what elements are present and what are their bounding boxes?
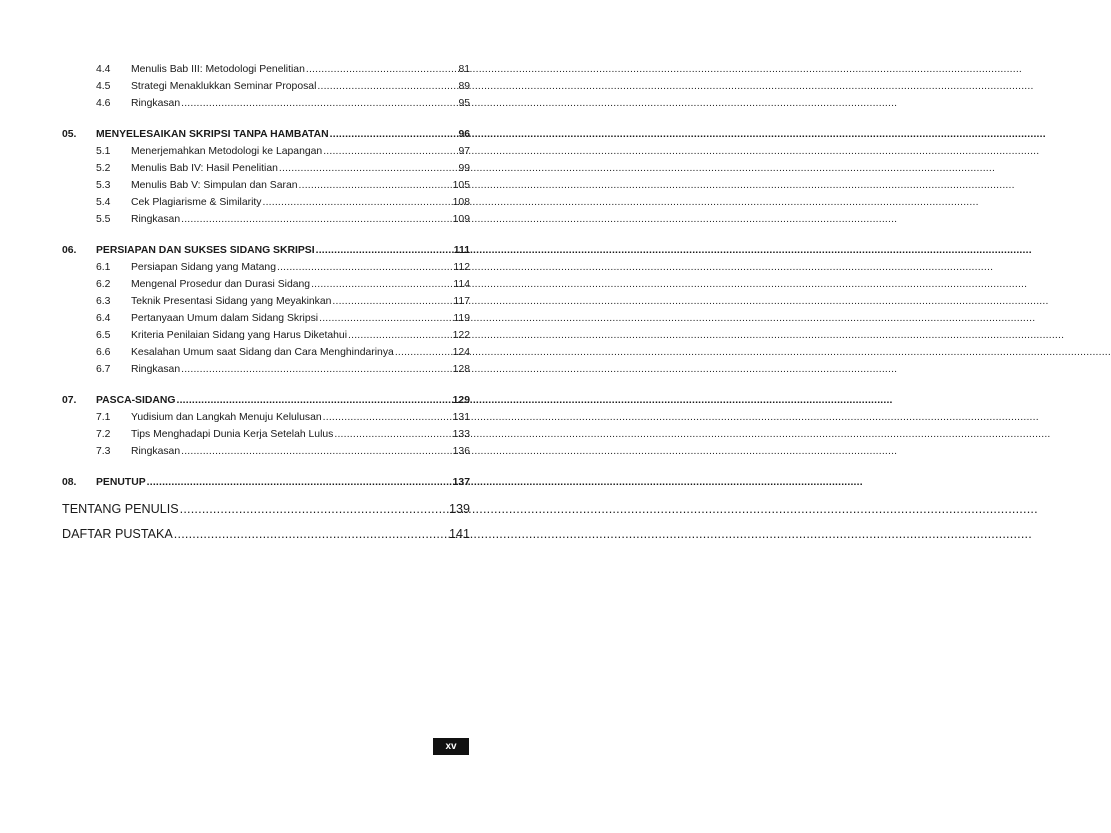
toc-entry-7-1[interactable]: [62, 409, 470, 426]
toc-chapter-title: MENYELESAIKAN SKRIPSI TANPA HAMBATAN: [96, 129, 329, 140]
toc-entry-page: 119: [453, 313, 470, 324]
toc-entry-title: Tips Menghadapi Dunia Kerja Setelah Lulus: [131, 429, 334, 440]
toc-chapter-number: 07.: [62, 395, 77, 406]
toc-entry-title: Pertanyaan Umum dalam Sidang Skripsi: [131, 313, 319, 324]
toc-dot-leader: [311, 276, 452, 293]
toc-dot-leader: [317, 78, 457, 95]
toc-dot-leader: [176, 392, 451, 409]
toc-entry-number: 7.2: [96, 429, 111, 440]
toc-entry-page: 99: [458, 163, 470, 174]
toc-entry-page: 128: [452, 364, 470, 375]
toc-back-matter-title: DAFTAR PUSTAKA: [62, 527, 173, 541]
table-of-contents: [62, 61, 470, 543]
toc-entry-page: 89: [458, 81, 470, 92]
toc-entry-number: 6.5: [96, 330, 111, 341]
toc-dot-leader: [180, 500, 448, 518]
toc-entry-title: Kriteria Penilaian Sidang yang Harus Diketahui: [131, 330, 348, 341]
toc-entry-5-4[interactable]: [62, 194, 470, 211]
toc-entry-number: 4.6: [96, 98, 111, 109]
toc-chapter-title: PASCA-SIDANG: [96, 395, 176, 406]
toc-entry-title: Menulis Bab III: Metodologi Penelitian: [131, 64, 305, 75]
toc-entry-title: Ringkasan: [131, 446, 181, 457]
toc-dot-leader: [330, 126, 458, 143]
toc-entry-6-5[interactable]: [62, 327, 470, 344]
toc-dot-leader: [181, 443, 452, 460]
toc-entry-page: 108: [452, 197, 470, 208]
toc-entry-number: 7.1: [96, 412, 111, 423]
toc-entry-number: 6.1: [96, 262, 111, 273]
toc-entry-number: 5.5: [96, 214, 111, 225]
toc-entry-page: 112: [453, 262, 470, 273]
toc-entry-4-5[interactable]: [62, 78, 470, 95]
toc-entry-number: 5.1: [96, 146, 111, 157]
toc-entry-number: 4.5: [96, 81, 111, 92]
toc-entry-page: 133: [452, 429, 470, 440]
toc-dot-leader: [181, 211, 452, 228]
page-number-badge: xv: [433, 738, 469, 755]
toc-chapter-title: PENUTUP: [96, 477, 146, 488]
toc-entry-5-1[interactable]: [62, 143, 470, 160]
toc-chapter-title: PERSIAPAN DAN SUKSES SIDANG SKRIPSI: [96, 245, 315, 256]
toc-entry-page: 124: [452, 347, 470, 358]
toc-entry-title: Menulis Bab V: Simpulan dan Saran: [131, 180, 298, 191]
toc-chapter-08[interactable]: [62, 474, 470, 491]
toc-dot-leader: [319, 310, 452, 327]
toc-entry-6-4[interactable]: [62, 310, 470, 327]
toc-dot-leader: [174, 525, 448, 543]
toc-dot-leader: [334, 426, 451, 443]
toc-entry-4-6[interactable]: [62, 95, 470, 112]
toc-entry-page: 97: [458, 146, 470, 157]
toc-entry-title: Ringkasan: [131, 98, 181, 109]
toc-dot-leader: [348, 327, 452, 344]
toc-entry-4-4[interactable]: [62, 61, 470, 78]
toc-entry-5-3[interactable]: [62, 177, 470, 194]
toc-chapter-number: 06.: [62, 245, 77, 256]
toc-entry-page: 136: [452, 446, 470, 457]
toc-entry-page: 109: [452, 214, 470, 225]
toc-entry-title: Yudisium dan Langkah Menuju Kelulusan: [131, 412, 322, 423]
toc-dot-leader: [263, 194, 452, 211]
toc-back-matter-title: TENTANG PENULIS: [62, 502, 179, 516]
toc-entry-number: 6.4: [96, 313, 111, 324]
toc-entry-page: 95: [458, 98, 470, 109]
toc-chapter-page: 96: [458, 129, 470, 140]
toc-entry-page: 114: [453, 279, 470, 290]
toc-entry-5-5[interactable]: [62, 211, 470, 228]
toc-entry-title: Strategi Menaklukkan Seminar Proposal: [131, 81, 317, 92]
toc-entry-number: 5.2: [96, 163, 111, 174]
toc-dot-leader: [332, 293, 452, 310]
toc-dot-leader: [306, 61, 458, 78]
toc-entry-5-2[interactable]: [62, 160, 470, 177]
toc-entry-6-2[interactable]: [62, 276, 470, 293]
toc-entry-page: 122: [452, 330, 470, 341]
toc-entry-number: 6.2: [96, 279, 111, 290]
toc-chapter-page: 137: [452, 477, 470, 488]
toc-entry-page: 131: [452, 412, 470, 423]
toc-chapter-number: 05.: [62, 129, 77, 140]
toc-dot-leader: [277, 259, 452, 276]
toc-entry-6-6[interactable]: [62, 344, 470, 361]
toc-chapter-number: 08.: [62, 477, 77, 488]
toc-entry-number: 7.3: [96, 446, 111, 457]
toc-entry-number: 5.4: [96, 197, 111, 208]
toc-chapter-page: 129: [452, 395, 470, 406]
toc-entry-page: 117: [453, 296, 470, 307]
toc-entry-title: Teknik Presentasi Sidang yang Meyakinkan: [131, 296, 332, 307]
toc-entry-6-7[interactable]: [62, 361, 470, 378]
toc-entry-number: 6.7: [96, 364, 111, 375]
toc-dot-leader: [147, 474, 452, 491]
toc-dot-leader: [299, 177, 452, 194]
toc-entry-title: Menulis Bab IV: Hasil Penelitian: [131, 163, 278, 174]
toc-chapter-05[interactable]: [62, 126, 470, 143]
toc-entry-page: 81: [458, 64, 470, 75]
toc-dot-leader: [323, 143, 457, 160]
toc-entry-title: Kesalahan Umum saat Sidang dan Cara Menghindarinya: [131, 347, 394, 358]
toc-entry-6-3[interactable]: [62, 293, 470, 310]
toc-back-matter-page: 141: [448, 527, 470, 541]
toc-chapter-07[interactable]: [62, 392, 470, 409]
toc-entry-6-1[interactable]: [62, 259, 470, 276]
toc-entry-title: Ringkasan: [131, 364, 181, 375]
toc-daftar-pustaka[interactable]: [62, 525, 470, 543]
toc-entry-title: Mengenal Prosedur dan Durasi Sidang: [131, 279, 311, 290]
toc-entry-title: Cek Plagiarisme & Similarity: [131, 197, 262, 208]
toc-back-matter-page: 139: [448, 502, 470, 516]
toc-dot-leader: [395, 344, 452, 361]
toc-entry-title: Persiapan Sidang yang Matang: [131, 262, 276, 273]
toc-tentang-penulis[interactable]: [62, 500, 470, 518]
toc-entry-number: 4.4: [96, 64, 111, 75]
toc-chapter-06[interactable]: [62, 242, 470, 259]
toc-entry-7-2[interactable]: [62, 426, 470, 443]
toc-entry-number: 6.3: [96, 296, 111, 307]
toc-dot-leader: [181, 95, 457, 112]
toc-dot-leader: [181, 361, 452, 378]
toc-dot-leader: [323, 409, 452, 426]
toc-entry-7-3[interactable]: [62, 443, 470, 460]
toc-entry-title: Ringkasan: [131, 214, 181, 225]
toc-entry-title: Menerjemahkan Metodologi ke Lapangan: [131, 146, 323, 157]
toc-entry-page: 105: [452, 180, 470, 191]
toc-chapter-page: 111: [453, 245, 470, 256]
toc-dot-leader: [316, 242, 453, 259]
toc-dot-leader: [279, 160, 458, 177]
toc-entry-number: 6.6: [96, 347, 111, 358]
toc-entry-number: 5.3: [96, 180, 111, 191]
